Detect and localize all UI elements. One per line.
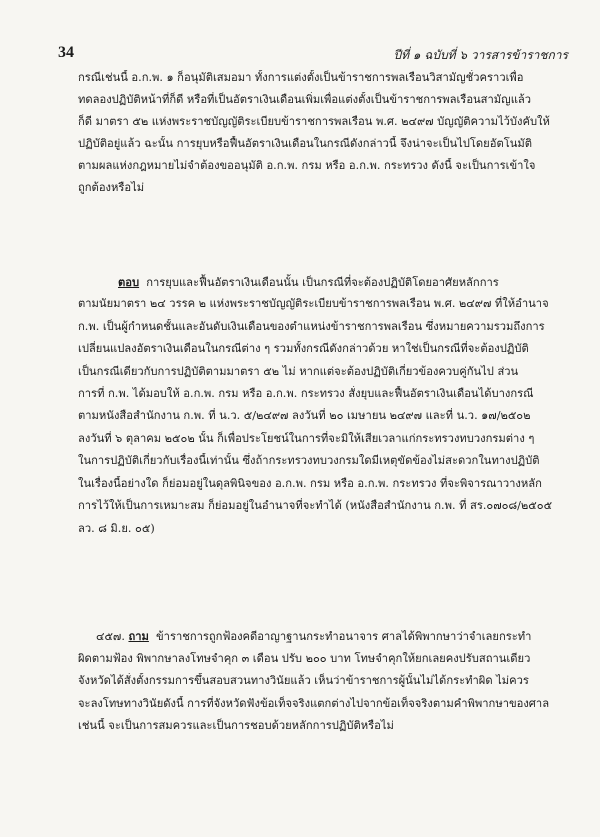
text-line: ในเรื่องนี้อย่างใด ก็ย่อมอยู่ในดุลพินิจของ อ.ก.พ. กรม หรือ อ.ก.พ. กระทรวง ที่จะพิจารณาวางหลัก bbox=[78, 477, 542, 490]
text-line: จะลงโทษทางวินัยดังนี้ การที่จังหวัดฟังข้อเท็จจริงแตกต่างไปจากข้อเท็จจริงตามคำพิพากษาของศาล bbox=[78, 697, 550, 710]
question-first-line bbox=[96, 628, 578, 645]
text-line: ตามนัยมาตรา ๒๔ วรรค ๒ แห่งพระราชบัญญัติระเบียบข้าราชการพลเรือน พ.ศ. ๒๔๙๗ ที่ให้อำนาจ bbox=[78, 297, 549, 310]
text-line: ลว. ๘ มิ.ย. ๐๕) bbox=[78, 522, 155, 535]
question-marker: ถาม bbox=[128, 629, 149, 643]
text-line: การยุบและฟื้นอัตราเงินเดือนนั้น เป็นกรณีที่จะต้องปฏิบัติโดยอาศัยหลักการ bbox=[146, 276, 499, 289]
text-line: ถูกต้องหรือไม่ bbox=[78, 181, 145, 194]
text-line: ข้าราชการถูกฟ้องคดีอาญาฐานกระทำอนาจาร ศาลได้พิพากษาว่าจำเลยกระทำ bbox=[156, 630, 532, 643]
text-line: ตามหนังสือสำนักงาน ก.พ. ที่ น.ว. ๕/๒๔๙๗ ลงวันที่ ๒๐ เมษายน ๒๔๙๗ และที่ น.ว. ๑๗/๒๕๐๒ bbox=[78, 409, 531, 422]
text-line: ทดลองปฏิบัติหน้าที่ก็ดี หรือที่เป็นอัตราเงินเดือนเพิ่มเพื่อแต่งตั้งเป็นข้าราชการพลเรือนสามัญแล้ว bbox=[78, 93, 532, 106]
text-line: ตามผลแห่งกฎหมายไม่จำต้องขออนุมัติ อ.ก.พ. กรม หรือ อ.ก.พ. กระทรวง ดังนี้ จะเป็นการเข้าใจ bbox=[78, 159, 536, 172]
page-header bbox=[58, 44, 568, 64]
text-line: กรณีเช่นนี้ อ.ก.พ. ๑ ก็อนุมัติเสมอมา ทั้งการแต่งตั้งเป็นข้าราชการพลเรือนวิสามัญชั่วคราวเพื่อ bbox=[78, 71, 524, 84]
text-line: ผิดตามฟ้อง พิพากษาลงโทษจำคุก ๓ เดือน ปรับ ๒๐๐ บาท โทษจำคุกให้ยกเลยคงปรับสถานเดียว bbox=[78, 652, 531, 665]
text-line: ก็ดี มาตรา ๕๒ แห่งพระราชบัญญัติระเบียบข้าราชการพลเรือน พ.ศ. ๒๔๙๗ บัญญัติความไว้บังคับให้ bbox=[78, 115, 550, 128]
text-line: จังหวัดได้สั่งตั้งกรรมการขึ้นสอบสวนทางวินัยแล้ว เห็นว่าข้าราชการผู้นั้นไม่ได้กระทำผิด ไม่ควร bbox=[78, 674, 529, 687]
answer-first-line bbox=[118, 274, 578, 291]
text-line: เปลี่ยนแปลงอัตราเงินเดือนในกรณีต่าง ๆ รวมทั้งกรณีดังกล่าวด้วย หาใช่เป็นกรณีที่จะต้องปฏิบัติ bbox=[78, 342, 529, 355]
running-title: ปีที่ ๑ ฉบับที่ ๖ วารสารข้าราชการ bbox=[393, 48, 568, 62]
text-line: เช่นนี้ จะเป็นการสมควรและเป็นการชอบด้วยหลักการปฏิบัติหรือไม่ bbox=[78, 719, 394, 732]
answer-marker: ตอบ bbox=[118, 275, 140, 289]
text-line: ก.พ. เป็นผู้กำหนดชั้นและอันดับเงินเดือนของตำแหน่งข้าราชการพลเรือน ซึ่งหมายความรวมถึงการ bbox=[78, 320, 545, 333]
text-line: การไว้ให้เป็นการเหมาะสม ก็ย่อมอยู่ในอำนาจที่จะทำได้ (หนังสือสำนักงาน ก.พ. ที่ สร.๐๗๐๘/๒๕๐๕ bbox=[78, 499, 553, 512]
text-line: การที่ ก.พ. ได้มอบให้ อ.ก.พ. กรม หรือ อ.ก.พ. กระทรวง สั่งยุบและฟื้นอัตราเงินเดือนได้บางกรณี bbox=[78, 387, 534, 400]
text-line: เป็นกรณีเดียวกับการปฏิบัติตามมาตรา ๕๒ ไม่ หากแต่จะต้องปฏิบัติเกี่ยวข้องควบคู่กันไป ส่วน bbox=[78, 365, 519, 378]
question-number: ๔๕๗. bbox=[96, 630, 125, 643]
text-line: ลงวันที่ ๖ ตุลาคม ๒๕๐๒ นั้น ก็เพื่อประโยชน์ในการที่จะมิให้เสียเวลาแก่กระทรวงทบวงกรมต่าง ๆ bbox=[78, 432, 535, 445]
text-line: ในการปฏิบัติเกี่ยวกับเรื่องนี้เท่านั้น ซึ่งถ้ากระทรวงทบวงกรมใดมีเหตุขัดข้องไม่สะดวกในทางปฏิบัติ bbox=[78, 454, 540, 467]
page-number: 34 bbox=[58, 44, 74, 61]
text-line: ปฏิบัติอยู่แล้ว ฉะนั้น การยุบหรือฟื้นอัตราเงินเดือนในกรณีดังกล่าวนี้ จึงน่าจะเป็นไปโดยอัตโนมัติ bbox=[78, 137, 533, 150]
